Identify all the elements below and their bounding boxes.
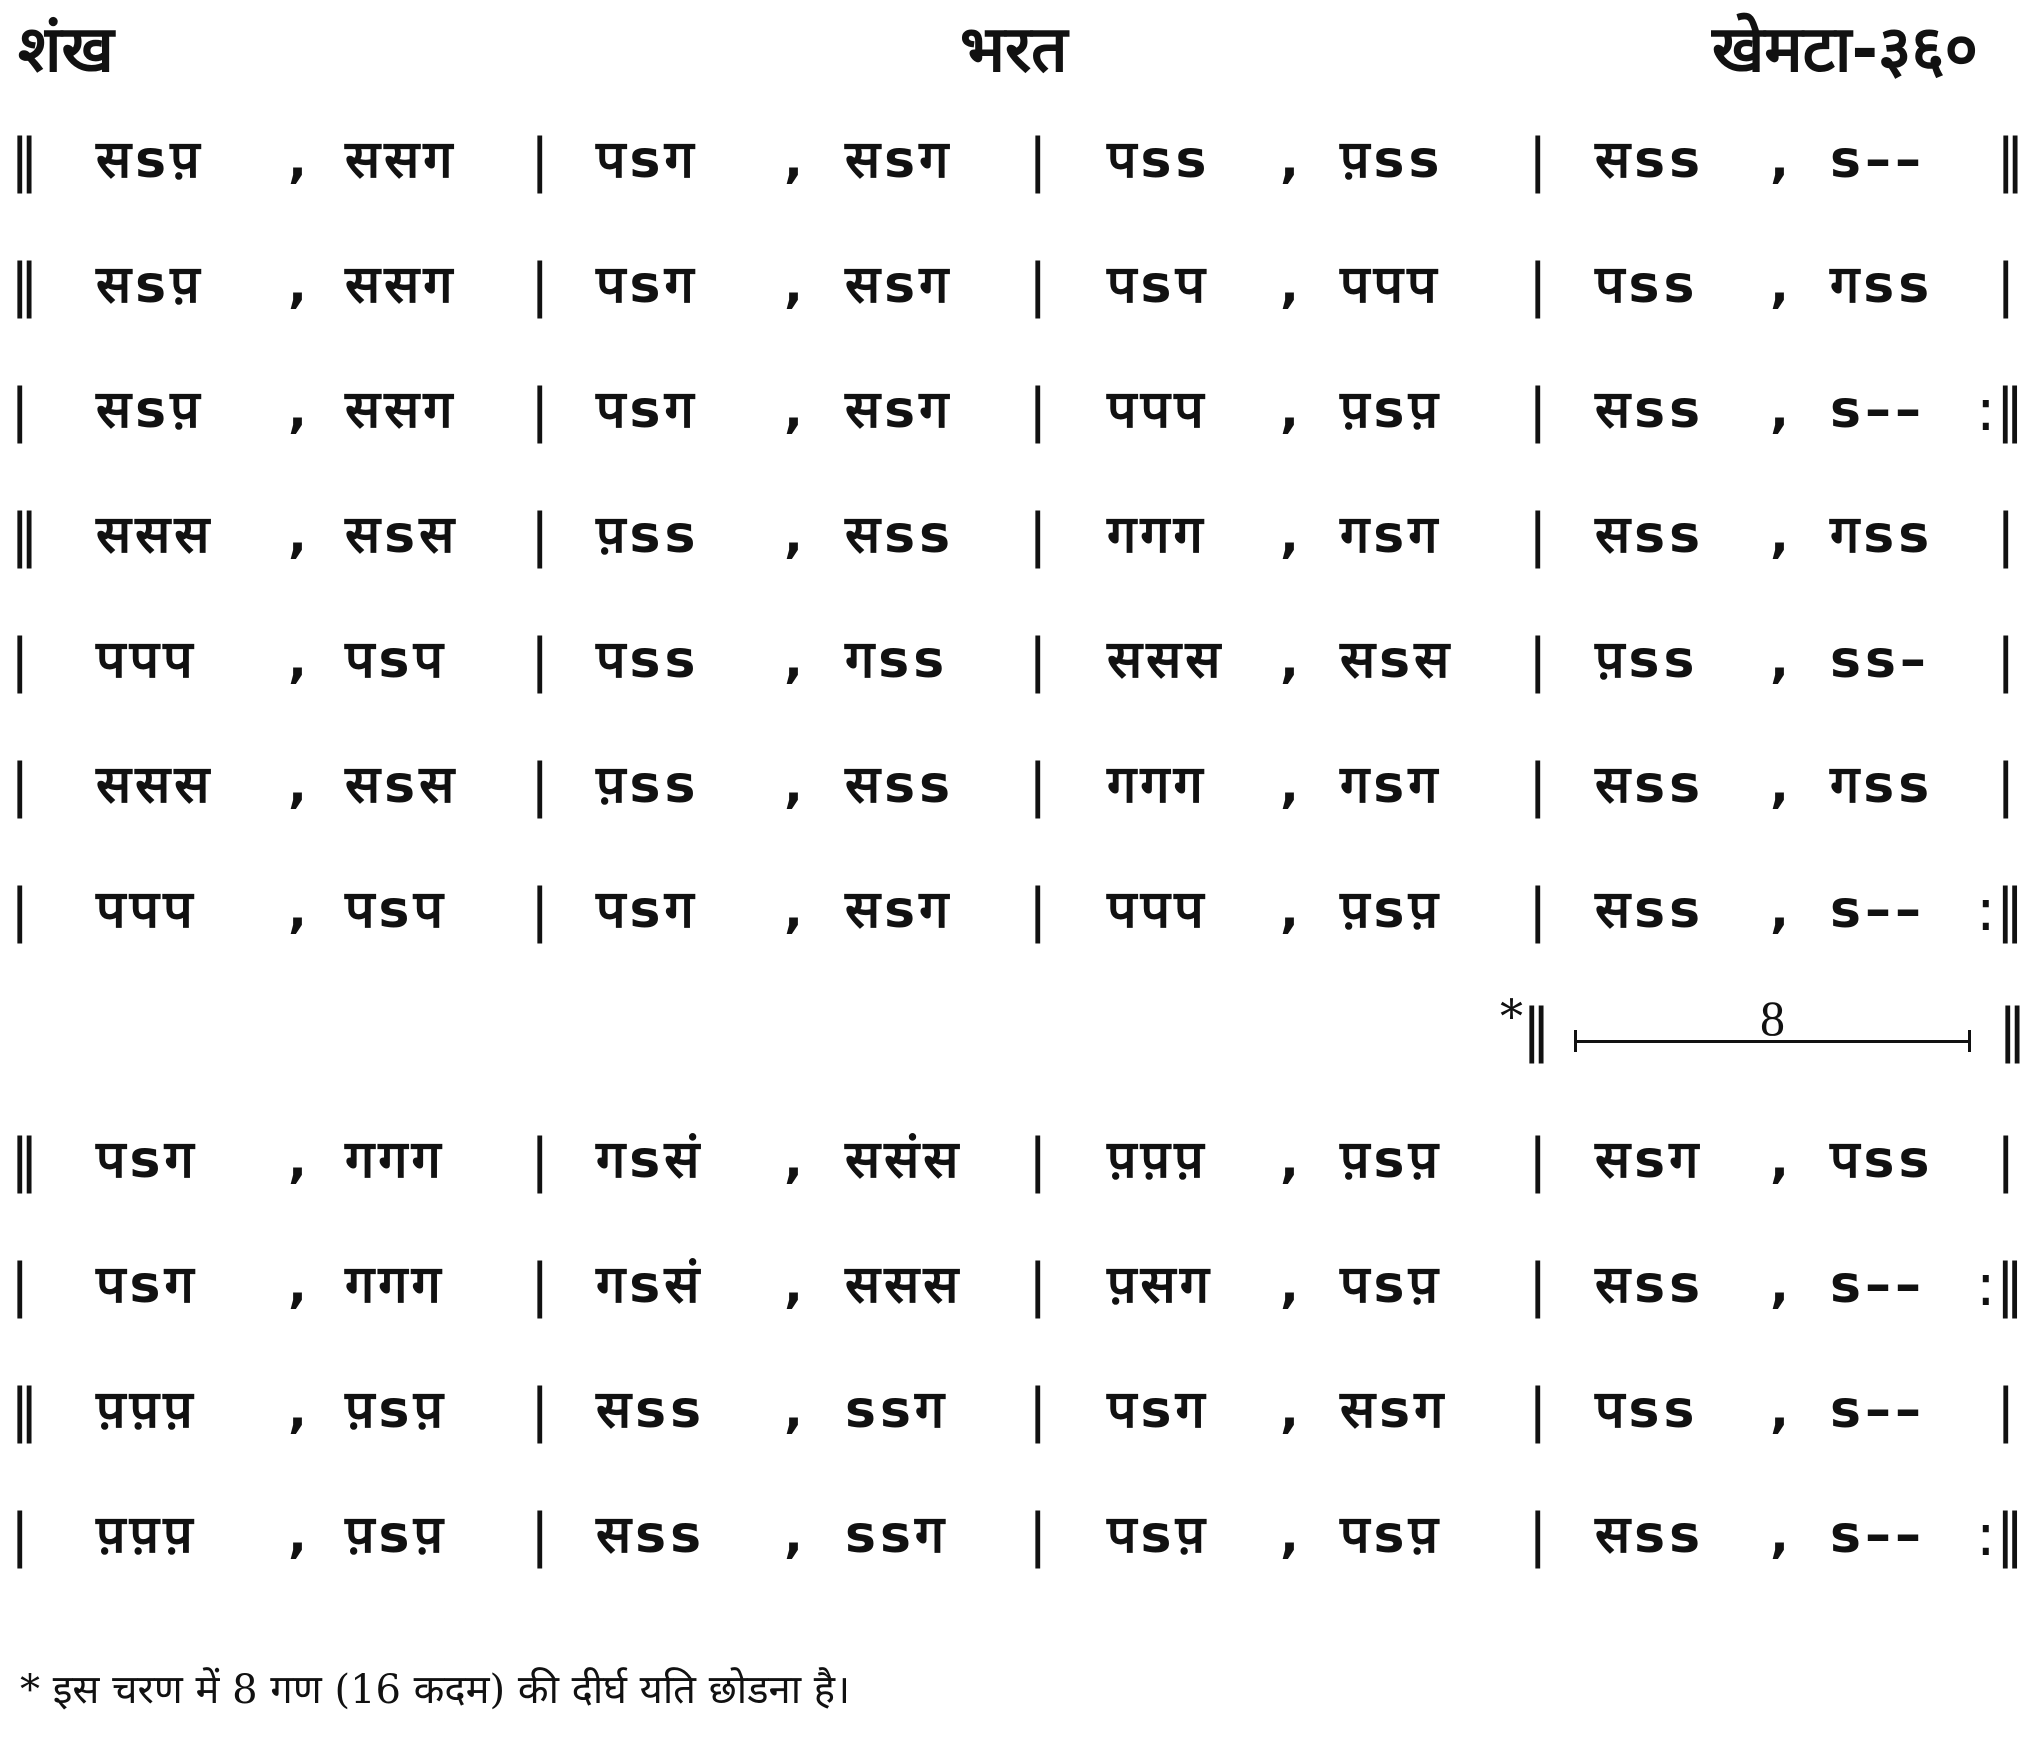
beat-group: पss bbox=[1595, 1380, 1699, 1440]
beat-separator: , bbox=[784, 381, 807, 439]
measure-barline: | bbox=[530, 876, 550, 944]
rest-bracket-right-tick bbox=[1968, 1030, 1971, 1052]
footnote: * इस चरण में 8 गण (16 कदम) की दीर्घ यति छोडना है। bbox=[20, 1667, 851, 1713]
beat-group: सss bbox=[596, 1505, 706, 1565]
measure-barline: | bbox=[1528, 1501, 1548, 1569]
beat-group: सss bbox=[1595, 380, 1705, 440]
beat-group: गsसं bbox=[596, 1130, 704, 1190]
beat-group: सsग bbox=[845, 380, 953, 440]
beat-group: पss bbox=[596, 630, 700, 690]
beat-separator: , bbox=[288, 1381, 311, 1439]
measure-barline: | bbox=[1528, 501, 1548, 569]
beat-separator: , bbox=[784, 1131, 807, 1189]
beat-group: s–– bbox=[1830, 380, 1925, 440]
row-open-barline: | bbox=[10, 376, 30, 444]
row-close-barline: :‖ bbox=[1976, 1501, 2025, 1569]
notation-row bbox=[0, 1115, 2038, 1205]
beat-separator: , bbox=[288, 1256, 311, 1314]
beat-group: पss bbox=[1107, 130, 1211, 190]
measure-barline: | bbox=[1528, 626, 1548, 694]
beat-separator: , bbox=[1770, 631, 1793, 689]
beat-separator: , bbox=[1770, 256, 1793, 314]
measure-barline: | bbox=[530, 1501, 550, 1569]
beat-group: प़ss bbox=[596, 505, 700, 565]
beat-group: पsप़ bbox=[1340, 1255, 1443, 1315]
beat-separator: , bbox=[1770, 756, 1793, 814]
beat-separator: , bbox=[1770, 1256, 1793, 1314]
beat-group: गss bbox=[1830, 505, 1934, 565]
beat-separator: , bbox=[288, 506, 311, 564]
row-close-barline: | bbox=[1996, 251, 2016, 319]
beat-group: गsग bbox=[1340, 505, 1442, 565]
beat-group: s–– bbox=[1830, 1505, 1925, 1565]
beat-separator: , bbox=[1770, 381, 1793, 439]
rest-count: 8 bbox=[1760, 990, 1785, 1046]
beat-separator: , bbox=[288, 631, 311, 689]
measure-barline: | bbox=[530, 376, 550, 444]
beat-separator: , bbox=[1280, 756, 1303, 814]
beat-separator: , bbox=[784, 1506, 807, 1564]
beat-group: सsस bbox=[345, 505, 459, 565]
notation-row bbox=[0, 740, 2038, 830]
beat-separator: , bbox=[784, 1256, 807, 1314]
beat-group: ससस bbox=[96, 505, 214, 565]
beat-group: ससग bbox=[345, 380, 457, 440]
beat-separator: , bbox=[784, 756, 807, 814]
beat-group: गगग bbox=[1107, 755, 1207, 815]
beat-separator: , bbox=[784, 506, 807, 564]
beat-separator: , bbox=[1770, 1381, 1793, 1439]
beat-group: सss bbox=[1595, 755, 1705, 815]
beat-separator: , bbox=[1280, 1131, 1303, 1189]
row-open-barline: ‖ bbox=[10, 251, 39, 319]
beat-group: सsग bbox=[845, 880, 953, 940]
beat-separator: , bbox=[784, 256, 807, 314]
measure-barline: | bbox=[1028, 251, 1048, 319]
beat-group: प़प़प़ bbox=[1107, 1130, 1208, 1190]
beat-group: प़sप़ bbox=[345, 1505, 448, 1565]
row-close-barline: :‖ bbox=[1976, 376, 2025, 444]
beat-separator: , bbox=[1770, 506, 1793, 564]
row-open-barline: ‖ bbox=[10, 126, 39, 194]
beat-separator: , bbox=[1280, 381, 1303, 439]
beat-group: सss bbox=[1595, 1505, 1705, 1565]
measure-barline: | bbox=[530, 1126, 550, 1194]
beat-group: s–– bbox=[1830, 130, 1925, 190]
beat-group: गगग bbox=[345, 1255, 445, 1315]
row-open-barline: ‖ bbox=[10, 501, 39, 569]
beat-separator: , bbox=[784, 881, 807, 939]
beat-group: ससग bbox=[345, 255, 457, 315]
beat-group: ससस bbox=[96, 755, 214, 815]
beat-separator: , bbox=[1280, 1256, 1303, 1314]
beat-group: पsप bbox=[1107, 255, 1210, 315]
row-open-barline: | bbox=[10, 1501, 30, 1569]
beat-group: सss bbox=[1595, 505, 1705, 565]
measure-barline: | bbox=[530, 501, 550, 569]
beat-separator: , bbox=[1280, 631, 1303, 689]
measure-barline: | bbox=[1528, 1126, 1548, 1194]
beat-group: गगग bbox=[345, 1130, 445, 1190]
beat-group: गss bbox=[845, 630, 949, 690]
measure-barline: | bbox=[1528, 1251, 1548, 1319]
beat-separator: , bbox=[1280, 881, 1303, 939]
row-open-barline: | bbox=[10, 751, 30, 819]
beat-group: प़sप़ bbox=[345, 1380, 448, 1440]
notation-row bbox=[0, 1490, 2038, 1580]
beat-group: प़sप़ bbox=[1340, 1130, 1443, 1190]
measure-barline: | bbox=[1028, 876, 1048, 944]
notation-row bbox=[0, 115, 2038, 205]
beat-group: पss bbox=[1595, 255, 1699, 315]
beat-group: सsप़ bbox=[96, 255, 204, 315]
measure-barline: | bbox=[1028, 1251, 1048, 1319]
beat-separator: , bbox=[1280, 131, 1303, 189]
rest-close-barline: ‖ bbox=[1998, 996, 2027, 1064]
measure-barline: | bbox=[1528, 751, 1548, 819]
measure-barline: | bbox=[530, 751, 550, 819]
beat-group: ssग bbox=[845, 1505, 949, 1565]
tala-label: खेमटा-३६० bbox=[1712, 13, 1978, 87]
beat-group: s–– bbox=[1830, 1255, 1925, 1315]
row-close-barline: :‖ bbox=[1976, 1251, 2025, 1319]
beat-separator: , bbox=[288, 1506, 311, 1564]
beat-group: प़ss bbox=[596, 755, 700, 815]
beat-group: पss bbox=[1830, 1130, 1934, 1190]
rest-open-barline: ‖ bbox=[1522, 996, 1551, 1064]
beat-separator: , bbox=[288, 381, 311, 439]
beat-group: प़ss bbox=[1595, 630, 1699, 690]
beat-group: पsप bbox=[345, 880, 448, 940]
beat-group: पsप bbox=[345, 630, 448, 690]
beat-group: पsप़ bbox=[1340, 1505, 1443, 1565]
notation-row bbox=[0, 1240, 2038, 1330]
beat-group: गsसं bbox=[596, 1255, 704, 1315]
beat-group: सss bbox=[1595, 130, 1705, 190]
beat-group: s–– bbox=[1830, 880, 1925, 940]
beat-group: पपप bbox=[96, 630, 197, 690]
beat-separator: , bbox=[1770, 131, 1793, 189]
beat-group: सss bbox=[845, 755, 955, 815]
beat-group: पsग bbox=[596, 880, 698, 940]
beat-separator: , bbox=[1280, 1506, 1303, 1564]
measure-barline: | bbox=[530, 626, 550, 694]
measure-barline: | bbox=[530, 126, 550, 194]
measure-barline: | bbox=[1028, 626, 1048, 694]
measure-barline: | bbox=[1028, 1501, 1048, 1569]
beat-group: प़sप़ bbox=[1340, 880, 1443, 940]
beat-group: पपप bbox=[1340, 255, 1441, 315]
beat-separator: , bbox=[784, 131, 807, 189]
beat-group: ससस bbox=[1107, 630, 1225, 690]
beat-group: पsग bbox=[1107, 1380, 1209, 1440]
beat-group: सss bbox=[596, 1380, 706, 1440]
row-open-barline: ‖ bbox=[10, 1376, 39, 1444]
beat-group: ss– bbox=[1830, 630, 1930, 690]
measure-barline: | bbox=[1028, 126, 1048, 194]
row-close-barline: :‖ bbox=[1976, 876, 2025, 944]
beat-group: ससग bbox=[345, 130, 457, 190]
beat-group: सsप़ bbox=[96, 380, 204, 440]
beat-group: पsप़ bbox=[1107, 1505, 1210, 1565]
beat-separator: , bbox=[1770, 881, 1793, 939]
beat-group: प़सग bbox=[1107, 1255, 1213, 1315]
beat-group: सsस bbox=[1340, 630, 1454, 690]
row-open-barline: | bbox=[10, 1251, 30, 1319]
notation-row bbox=[0, 865, 2038, 955]
beat-separator: , bbox=[288, 256, 311, 314]
beat-group: ससंस bbox=[845, 1130, 963, 1190]
beat-separator: , bbox=[288, 881, 311, 939]
rhythm-name: शंख bbox=[18, 13, 114, 87]
beat-group: गss bbox=[1830, 255, 1934, 315]
beat-group: सss bbox=[845, 505, 955, 565]
beat-group: पपप bbox=[96, 880, 197, 940]
notation-row bbox=[0, 615, 2038, 705]
beat-group: सsग bbox=[845, 130, 953, 190]
measure-barline: | bbox=[1528, 126, 1548, 194]
beat-group: सsप़ bbox=[96, 130, 204, 190]
measure-barline: | bbox=[1028, 1126, 1048, 1194]
measure-barline: | bbox=[1028, 376, 1048, 444]
beat-group: पsग bbox=[596, 130, 698, 190]
row-close-barline: | bbox=[1996, 626, 2016, 694]
beat-group: s–– bbox=[1830, 1380, 1925, 1440]
row-open-barline: ‖ bbox=[10, 1126, 39, 1194]
beat-group: सsग bbox=[1340, 1380, 1448, 1440]
measure-barline: | bbox=[1028, 501, 1048, 569]
beat-group: प़प़प़ bbox=[96, 1505, 197, 1565]
measure-barline: | bbox=[1528, 251, 1548, 319]
notation-row bbox=[0, 240, 2038, 330]
beat-group: गss bbox=[1830, 755, 1934, 815]
beat-separator: , bbox=[288, 1131, 311, 1189]
beat-group: प़sप़ bbox=[1340, 380, 1443, 440]
beat-group: सss bbox=[1595, 1255, 1705, 1315]
beat-separator: , bbox=[1770, 1131, 1793, 1189]
row-close-barline: | bbox=[1996, 1126, 2016, 1194]
measure-barline: | bbox=[1528, 376, 1548, 444]
composition-title: भरत bbox=[960, 13, 1068, 87]
beat-separator: , bbox=[1280, 506, 1303, 564]
beat-group: पपप bbox=[1107, 880, 1208, 940]
beat-group: ससस bbox=[845, 1255, 963, 1315]
beat-separator: , bbox=[1280, 256, 1303, 314]
measure-barline: | bbox=[530, 1376, 550, 1444]
beat-separator: , bbox=[288, 756, 311, 814]
beat-separator: , bbox=[784, 1381, 807, 1439]
beat-group: पsग bbox=[96, 1130, 198, 1190]
beat-separator: , bbox=[1770, 1506, 1793, 1564]
measure-barline: | bbox=[1028, 751, 1048, 819]
beat-group: प़ss bbox=[1340, 130, 1444, 190]
measure-barline: | bbox=[530, 1251, 550, 1319]
notation-row bbox=[0, 490, 2038, 580]
beat-group: पsग bbox=[96, 1255, 198, 1315]
beat-group: सsग bbox=[1595, 1130, 1703, 1190]
beat-group: पsग bbox=[596, 255, 698, 315]
measure-barline: | bbox=[1528, 1376, 1548, 1444]
beat-separator: , bbox=[288, 131, 311, 189]
rest-measure bbox=[0, 990, 2038, 1070]
notation-row bbox=[0, 1365, 2038, 1455]
measure-barline: | bbox=[1528, 876, 1548, 944]
beat-group: गsग bbox=[1340, 755, 1442, 815]
measure-barline: | bbox=[530, 251, 550, 319]
row-open-barline: | bbox=[10, 626, 30, 694]
row-close-barline: | bbox=[1996, 1376, 2016, 1444]
beat-group: ssग bbox=[845, 1380, 949, 1440]
row-open-barline: | bbox=[10, 876, 30, 944]
beat-group: पपप bbox=[1107, 380, 1208, 440]
beat-group: पsग bbox=[596, 380, 698, 440]
beat-group: सss bbox=[1595, 880, 1705, 940]
beat-group: सsस bbox=[345, 755, 459, 815]
beat-group: प़प़प़ bbox=[96, 1380, 197, 1440]
notation-row bbox=[0, 365, 2038, 455]
beat-separator: , bbox=[784, 631, 807, 689]
row-close-barline: | bbox=[1996, 501, 2016, 569]
beat-group: गगग bbox=[1107, 505, 1207, 565]
beat-group: सsग bbox=[845, 255, 953, 315]
measure-barline: | bbox=[1028, 1376, 1048, 1444]
row-close-barline: ‖ bbox=[1996, 126, 2025, 194]
rest-asterisk: * bbox=[1500, 989, 1523, 1043]
beat-separator: , bbox=[1280, 1381, 1303, 1439]
row-close-barline: | bbox=[1996, 751, 2016, 819]
